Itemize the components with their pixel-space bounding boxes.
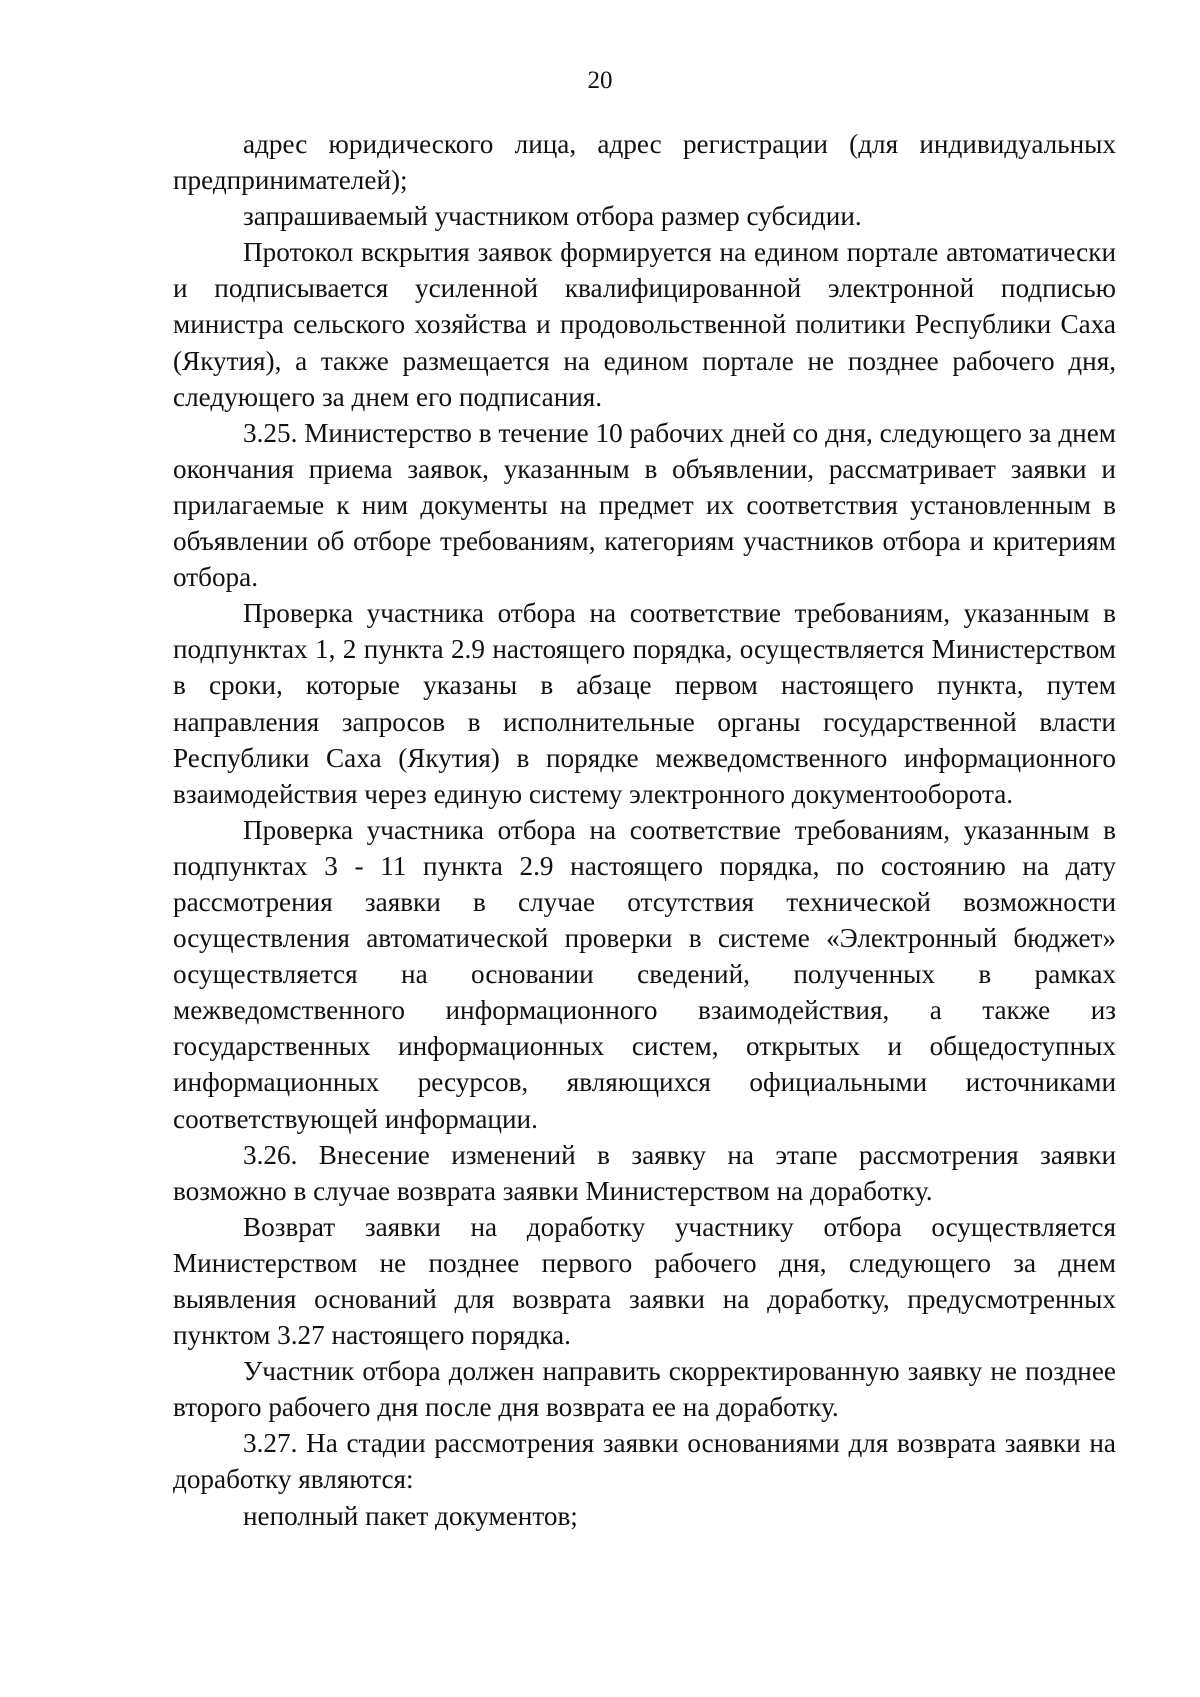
- paragraph-3-26: 3.26. Внесение изменений в заявку на этапе рассмотрения заявки возможно в случае возврата заявки Министерством на доработку.: [173, 1139, 1116, 1206]
- paragraph-legal-address: адрес юридического лица, адрес регистрации (для индивидуальных предпринимателей);: [173, 129, 1116, 196]
- page-number: 20: [587, 67, 613, 94]
- paragraph-return-for-revision: Возврат заявки на доработку участнику отбора осуществляется Министерством не позднее первого рабочего дня, следующего за днем выявления оснований для возврата заявки на доработку, предусмотренных пунктом 3.27 настоящего порядка.: [173, 1211, 1116, 1351]
- paragraph-requested-subsidy: запрашиваемый участником отбора размер субсидии.: [243, 201, 862, 232]
- paragraph-check-subpoints-1-2: Проверка участника отбора на соответствие требованиям, указанным в подпунктах 1, 2 пункта 2.9 настоящего порядка, осуществляется Министерством в сроки, которые указаны в абзаце первом настоящего пункта, путем направления запросов в исполнительные органы государственной власти Республики Саха (Якутия) в порядке межведомственного информационного взаимодействия через единую систему электронного документооборота.: [173, 598, 1116, 809]
- paragraph-incomplete-package: неполный пакет документов;: [243, 1500, 578, 1531]
- paragraph-opening-protocol: Протокол вскрытия заявок формируется на едином портале автоматически и подписывается усиленной квалифицированной электронной подписью министра сельского хозяйства и продовольственной политики Республики Саха (Якутия), а также размещается на едином портале не позднее рабочего дня, следующего за днем его подписания.: [173, 237, 1116, 412]
- paragraph-check-subpoints-3-11: Проверка участника отбора на соответствие требованиям, указанным в подпунктах 3 - 11 пункта 2.9 настоящего порядка, по состоянию на дату рассмотрения заявки в случае отсутствия технической возможности осуществления автоматической проверки в системе «Электронный бюджет» осуществляется на основании сведений, полученных в рамках межведомственного информационного взаимодействия, а также из государственных информационных систем, открытых и общедоступных информационных ресурсов, являющихся официальными источниками соответствующей информации.: [173, 814, 1116, 1134]
- paragraph-corrected-application: Участник отбора должен направить скорректированную заявку не позднее второго рабочего дня после дня возврата ее на доработку.: [173, 1356, 1116, 1423]
- paragraph-3-25: 3.25. Министерство в течение 10 рабочих дней со дня, следующего за днем окончания приема заявок, указанным в объявлении, рассматривает заявки и прилагаемые к ним документы на предмет их соответствия установленным в объявлении об отборе требованиям, категориям участников отбора и критериям отбора.: [173, 417, 1116, 593]
- document-body: [173, 126, 1116, 1534]
- paragraph-3-27: 3.27. На стадии рассмотрения заявки основаниями для возврата заявки на доработку являются:: [173, 1428, 1116, 1495]
